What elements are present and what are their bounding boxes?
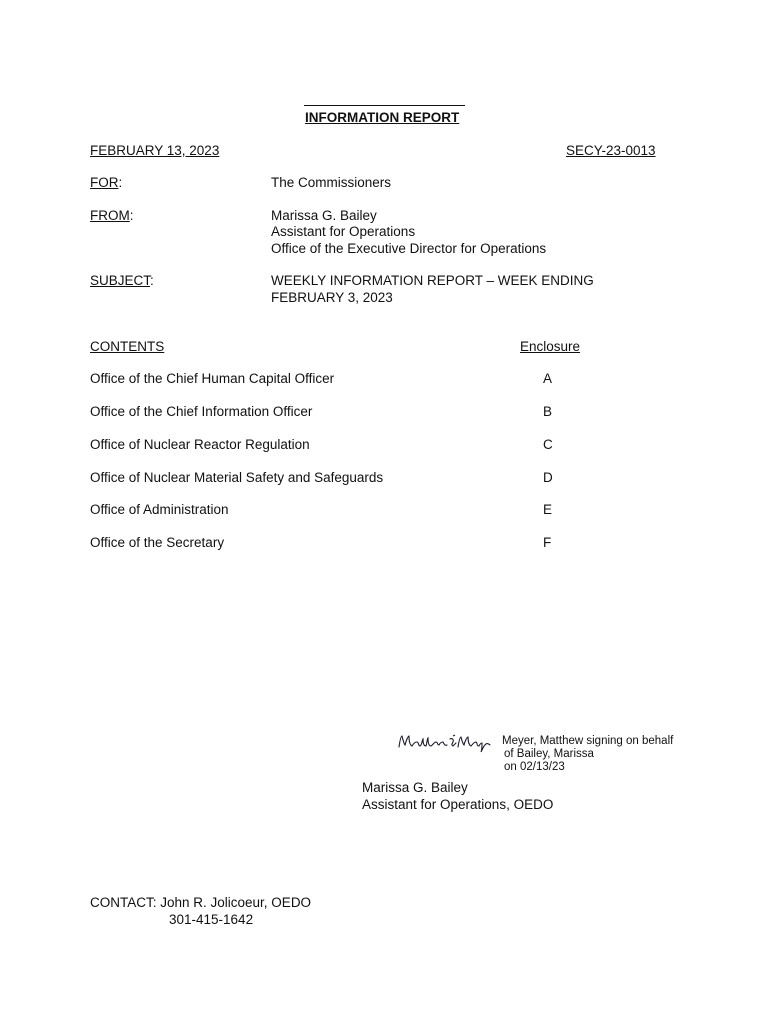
subject-label: SUBJECT [90, 273, 151, 288]
for-label-group [90, 175, 122, 190]
subject-label-group [90, 273, 154, 288]
contents-office: Office of Nuclear Reactor Regulation [90, 437, 310, 452]
signature-note-line-2: of Bailey, Marissa [504, 748, 594, 760]
contact-phone: 301-415-1642 [169, 912, 254, 927]
from-line-3: Office of the Executive Director for Operations [271, 241, 547, 256]
subject-line-2: FEBRUARY 3, 2023 [271, 290, 393, 305]
contents-enclosure: B [543, 404, 553, 419]
contents-office: Office of the Chief Information Officer [90, 404, 313, 419]
contents-office: Office of the Secretary [90, 535, 225, 550]
report-title: INFORMATION REPORT [305, 110, 460, 125]
signature-note-line-3: on 02/13/23 [504, 761, 565, 773]
for-value: The Commissioners [271, 175, 392, 190]
title-rule [304, 105, 465, 106]
subject-line-1: WEEKLY INFORMATION REPORT – WEEK ENDING [271, 273, 594, 288]
signatory-name: Marissa G. Bailey [362, 780, 468, 795]
doc-number: SECY-23-0013 [566, 143, 656, 158]
from-label-group [90, 208, 134, 223]
enclosure-heading: Enclosure [520, 339, 581, 354]
contents-heading: CONTENTS [90, 339, 165, 354]
handwritten-signature [396, 731, 492, 753]
contents-enclosure: A [543, 371, 553, 386]
from-label: FROM [90, 208, 130, 223]
contents-enclosure: C [543, 437, 553, 452]
for-colon: : [118, 175, 123, 190]
from-colon: : [129, 208, 134, 223]
signatory-title: Assistant for Operations, OEDO [362, 797, 554, 812]
from-line-2: Assistant for Operations [271, 224, 416, 239]
contents-office: Office of Administration [90, 502, 229, 517]
contents-office: Office of Nuclear Material Safety and Safeguards [90, 470, 384, 485]
subject-colon: : [150, 273, 154, 288]
contents-office: Office of the Chief Human Capital Officer [90, 371, 335, 386]
for-label: FOR [90, 175, 119, 190]
signature-note-line-1: Meyer, Matthew signing on behalf [502, 735, 674, 747]
contact-line: CONTACT: John R. Jolicoeur, OEDO [90, 895, 312, 910]
from-line-1: Marissa G. Bailey [271, 208, 377, 223]
contents-enclosure: F [543, 535, 552, 550]
report-date: FEBRUARY 13, 2023 [90, 143, 220, 158]
contents-enclosure: E [543, 502, 553, 517]
contents-enclosure: D [543, 470, 553, 485]
